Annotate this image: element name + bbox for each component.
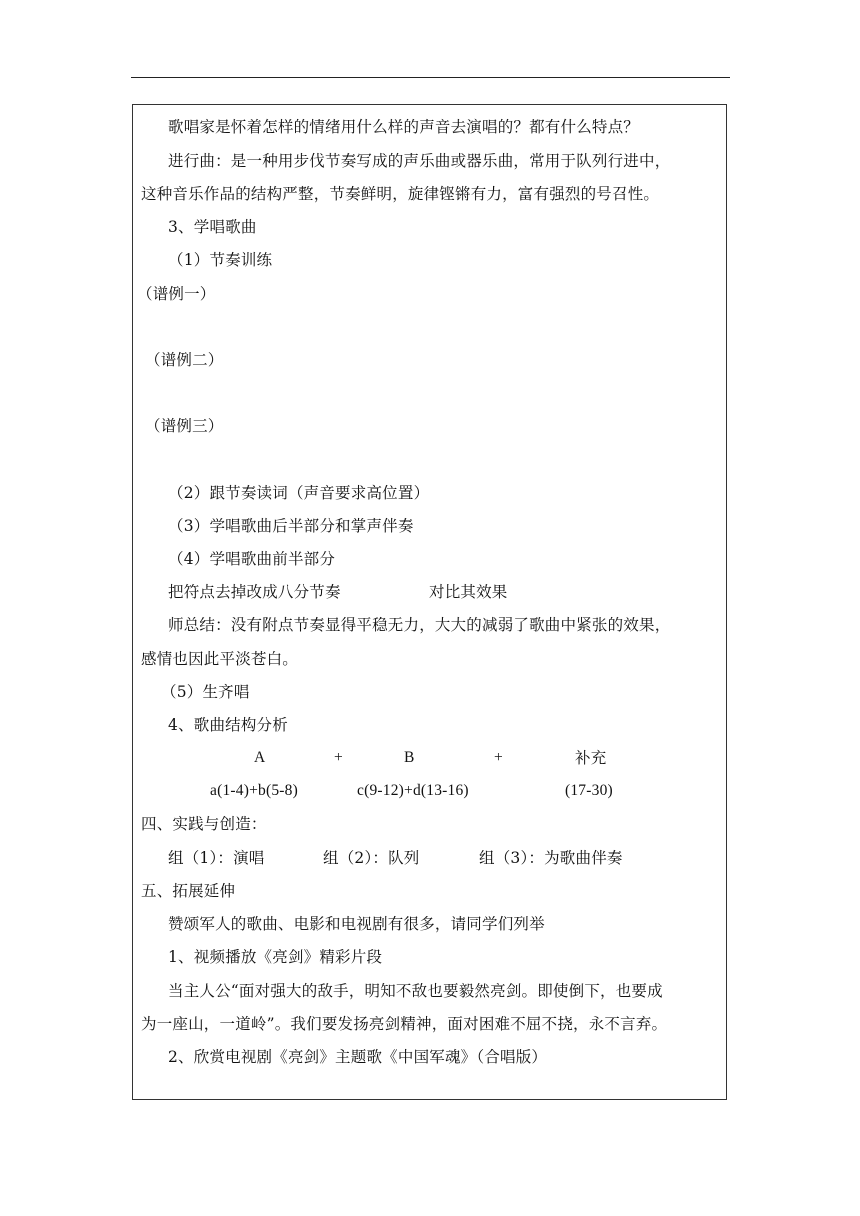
protagonist-quote-line-1: 当主人公“面对强大的敌手，明知不敌也要毅然亮剑。即使倒下，也要成 (168, 982, 663, 1000)
group-3-label: 组（3）：为歌曲伴奏 (479, 849, 623, 867)
learn-first-half-item: （4）学唱歌曲前半部分 (168, 550, 336, 568)
structure-supplement-range: (17-30) (565, 782, 613, 799)
header-rule (131, 77, 730, 78)
teacher-summary-line-1: 师总结：没有附点节奏显得平稳无力，大大的减弱了歌曲中紧张的效果， (168, 616, 671, 634)
practice-creation-heading: 四、实践与创造： (141, 815, 267, 833)
read-lyrics-item: （2）跟节奏读词（声音要求高位置） (168, 484, 430, 502)
question-line: 歌唱家是怀着怎样的情绪用什么样的声音去演唱的？都有什么特点？ (168, 118, 640, 136)
protagonist-quote-line-2: 为一座山，一道岭”。我们要发扬亮剑精神，面对困难不屈不挠，永不言弃。 (141, 1015, 668, 1033)
teacher-summary-line-2: 感情也因此平淡苍白。 (141, 650, 299, 668)
rhythm-training-item: （1）节奏训练 (168, 251, 273, 269)
structure-supplement: 补充 (575, 749, 607, 767)
group-2-label: 组（2）：队列 (323, 849, 420, 867)
group-1-label: 组（1）：演唱 (168, 849, 265, 867)
march-definition-line-1: 进行曲：是一种用步伐节奏写成的声乐曲或器乐曲，常用于队列行进中， (168, 152, 671, 170)
structure-plus-1: + (334, 749, 343, 766)
structure-a-range: a(1-4)+b(5-8) (210, 782, 298, 799)
score-example-2-label: （谱例二） (145, 351, 224, 369)
praise-soldiers-line: 赞颂军人的歌曲、电影和电视剧有很多，请同学们列举 (168, 915, 545, 933)
structure-analysis-heading: 4、歌曲结构分析 (168, 716, 288, 734)
compare-effect-text: 对比其效果 (429, 583, 508, 601)
learn-second-half-item: （3）学唱歌曲后半部分和掌声伴奏 (168, 517, 414, 535)
structure-part-b: B (404, 749, 415, 766)
structure-part-a: A (254, 749, 266, 766)
score-example-3-label: （谱例三） (145, 417, 224, 435)
structure-plus-2: + (494, 749, 503, 766)
theme-song-item: 2、欣赏电视剧《亮剑》主题歌《中国军魂》（合唱版） (168, 1048, 548, 1066)
score-example-1-label: （谱例一） (137, 285, 216, 303)
remove-dotted-rhythm-text: 把符点去掉改成八分节奏 (168, 583, 341, 601)
march-definition-line-2: 这种音乐作品的结构严整，节奏鲜明，旋律铿锵有力，富有强烈的号召性。 (141, 185, 660, 203)
class-sing-item: （5）生齐唱 (161, 683, 250, 701)
section-learn-song-heading: 3、学唱歌曲 (168, 218, 257, 236)
structure-b-range: c(9-12)+d(13-16) (357, 782, 469, 799)
extension-heading: 五、拓展延伸 (141, 882, 236, 900)
video-clip-item: 1、视频播放《亮剑》精彩片段 (168, 948, 383, 966)
